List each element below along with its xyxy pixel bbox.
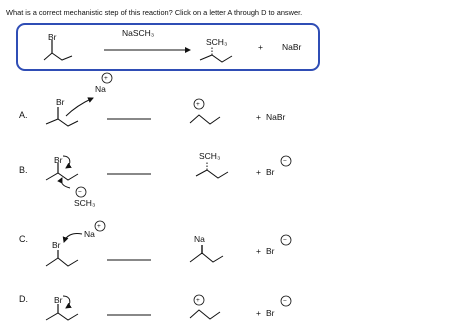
option-c-letter[interactable]: C.	[19, 234, 28, 244]
option-b-plus: +	[256, 167, 261, 177]
plus-sign: +	[258, 42, 263, 52]
option-a-product: NaBr	[266, 112, 286, 122]
product-label: SCH₃	[206, 37, 228, 47]
option-b[interactable]	[19, 151, 291, 208]
reactant-label: Br	[48, 32, 57, 42]
reaction-box	[17, 24, 319, 70]
option-c-charge: +	[97, 223, 101, 230]
option-a-cation-charge: +	[196, 101, 200, 108]
option-d-top-label: Br	[54, 295, 63, 305]
option-a-charge: +	[104, 75, 108, 82]
option-c-right-label: Na	[194, 234, 205, 244]
option-a-letter[interactable]: A.	[19, 110, 28, 120]
option-d-plus: +	[256, 308, 261, 318]
option-d-letter[interactable]: D.	[19, 294, 28, 304]
reaction-box-frame	[17, 24, 319, 70]
option-a-left-label: Br	[56, 97, 65, 107]
option-c[interactable]	[19, 221, 291, 266]
option-c-top-label: Na	[84, 229, 95, 239]
reagent-label: NaSCH₃	[122, 28, 155, 38]
option-b-product-charge: −	[283, 158, 287, 165]
option-b-right-label: SCH₃	[199, 151, 221, 161]
byproduct-label: NaBr	[282, 42, 302, 52]
option-a-plus: +	[256, 112, 261, 122]
question-text: What is a correct mechanistic step of this reaction? Click on a letter A through D to answer.	[6, 8, 303, 17]
option-b-bottom-label: SCH₃	[74, 198, 96, 208]
option-c-product: Br	[266, 246, 275, 256]
option-c-plus: +	[256, 246, 261, 256]
option-b-product: Br	[266, 167, 275, 177]
option-d-product-charge: −	[283, 298, 287, 305]
option-d[interactable]	[19, 294, 291, 320]
option-b-top-label: Br	[54, 155, 63, 165]
option-b-charge: −	[78, 189, 82, 196]
option-c-product-charge: −	[283, 237, 287, 244]
option-d-charge: +	[196, 297, 200, 304]
option-c-left-label: Br	[52, 240, 61, 250]
option-d-product: Br	[266, 308, 275, 318]
option-b-letter[interactable]: B.	[19, 165, 28, 175]
option-a[interactable]	[19, 73, 286, 126]
option-a-top-label: Na	[95, 84, 106, 94]
